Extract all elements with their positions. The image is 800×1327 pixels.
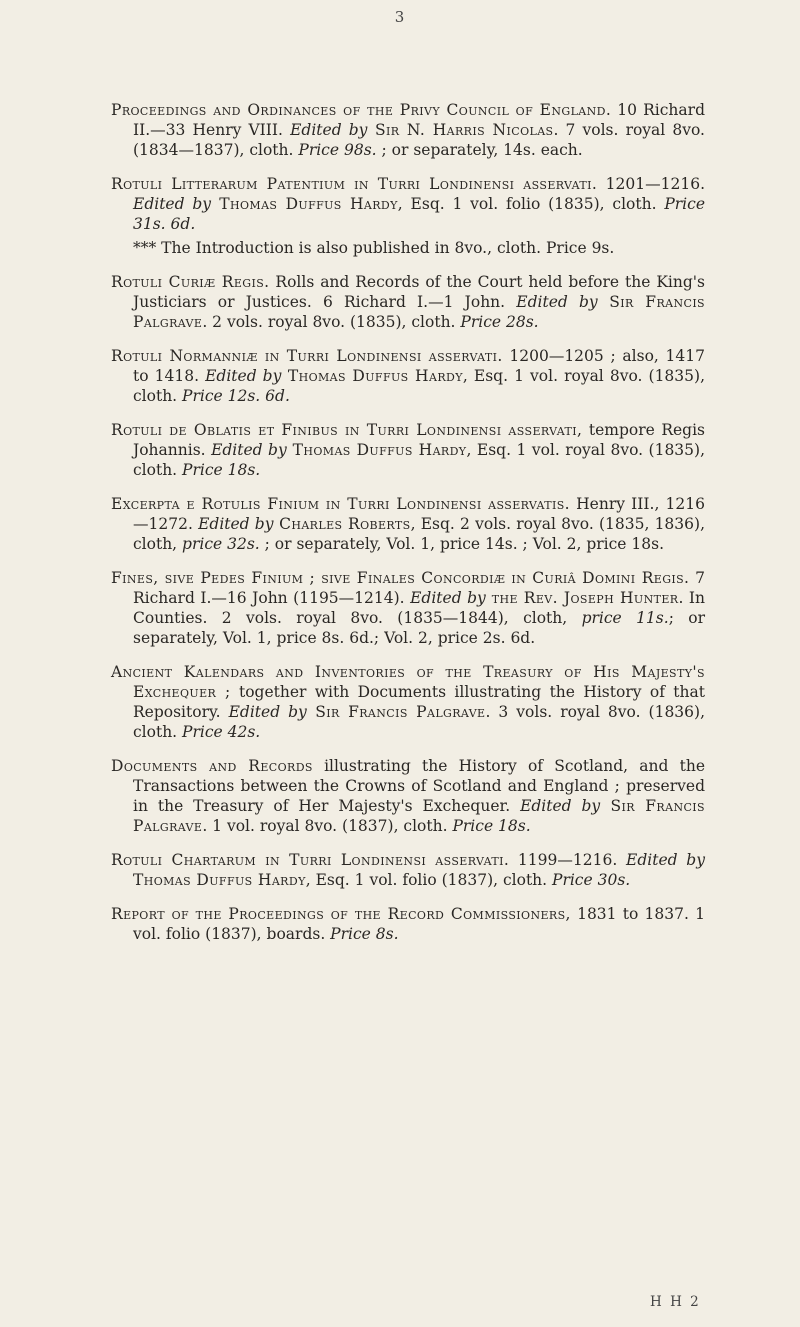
catalogue-entry bbox=[111, 346, 705, 406]
entry-title: Proceedings and Ordinances of the Privy Council of England. bbox=[111, 101, 612, 119]
entry-editor-note: Edited by bbox=[205, 367, 282, 385]
catalogue-entry bbox=[111, 756, 705, 836]
entry-details: . 3 vols. royal 8vo. (1836), cloth. bbox=[133, 703, 706, 741]
entry-editor: Thomas Duffus Hardy bbox=[281, 367, 463, 385]
entry-editor: Sir Francis Palgrave bbox=[306, 703, 486, 721]
entry-details: , Esq. 1 vol. royal 8vo. (1835), cloth. bbox=[133, 367, 705, 405]
catalogue-entry bbox=[111, 850, 705, 890]
entry-editor: Sir Francis Palgrave bbox=[133, 293, 705, 331]
entry-editor-note: Edited by bbox=[133, 195, 212, 213]
entry-editor-note: Edited by bbox=[520, 797, 601, 815]
entry-details: . 2 vols. royal 8vo. (1835), cloth. bbox=[202, 313, 461, 331]
entry-details: , Esq. 1 vol. folio (1837), cloth. bbox=[305, 871, 553, 889]
entry-title: Rotuli Chartarum in Turri Londinensi asservati. bbox=[111, 851, 510, 869]
entry-editor-note: Edited by bbox=[410, 589, 486, 607]
entry-details: , Esq. 1 vol. folio (1835), cloth. bbox=[397, 195, 665, 213]
entry-text: tempore Regis Johannis. bbox=[133, 421, 705, 459]
entry-editor-note: Edited by bbox=[211, 441, 287, 459]
catalogue-entries bbox=[111, 100, 705, 958]
entry-editor: Thomas Duffus Hardy bbox=[211, 195, 398, 213]
entry-title: Rotuli Curiæ Regis. bbox=[111, 273, 270, 291]
entry-details: . 7 vols. royal 8vo. (1834—1837), cloth. bbox=[133, 121, 705, 159]
entry-price: Price 18s. bbox=[452, 817, 531, 835]
entry-editor: Thomas Duffus Hardy bbox=[133, 871, 306, 889]
entry-editor-note: Edited by bbox=[198, 515, 274, 533]
entry-extra: ; or separately, Vol. 1, price 14s. ; Vol. 2, price 18s. bbox=[259, 535, 665, 553]
entry-details: . In Counties. 2 vols. royal 8vo. (1835—1844), cloth, bbox=[133, 589, 705, 627]
entry-price: Price 30s. bbox=[552, 871, 631, 889]
entry-extra: ; or separately, 14s. each. bbox=[376, 141, 583, 159]
catalogue-entry bbox=[111, 174, 705, 234]
entry-editor: Thomas Duffus Hardy bbox=[286, 441, 467, 459]
entry-price: Price 31s. 6d. bbox=[133, 195, 705, 233]
entry-price: Price 18s. bbox=[182, 461, 261, 479]
entry-editor: the Rev. Joseph Hunter bbox=[485, 589, 679, 607]
entry-title: Rotuli Normanniæ in Turri Londinensi asservati. bbox=[111, 347, 503, 365]
entry-price: Price 42s. bbox=[182, 723, 261, 741]
entry-details: , Esq. 2 vols. royal 8vo. (1835, 1836), cloth, bbox=[133, 515, 705, 553]
entry-editor-note: Edited by bbox=[290, 121, 368, 139]
page-number: 3 bbox=[394, 8, 406, 26]
entry-title: Report of the Proceedings of the Record Commissioners, bbox=[111, 905, 571, 923]
entry-text: 10 Richard II.—33 Henry VIII. bbox=[133, 101, 705, 139]
entry-price: Price 98s. bbox=[298, 141, 377, 159]
entry-price: price 11s. bbox=[581, 609, 669, 627]
entry-editor-note: Edited by bbox=[228, 703, 307, 721]
entry-text: 1201—1216. bbox=[597, 175, 705, 193]
introduction-note: *** The Introduction is also published in 8vo., cloth. Price 9s. bbox=[133, 239, 615, 257]
entry-price: Price 12s. 6d. bbox=[182, 387, 290, 405]
entry-text: Rolls and Records of the Court held before the King's Justiciars or Justices. 6 Richard I.—1 John. bbox=[133, 273, 705, 311]
entry-title: Rotuli de Oblatis et Finibus in Turri Londinensi asservati, bbox=[111, 421, 583, 439]
entry-editor: Charles Roberts bbox=[273, 515, 411, 533]
entry-editor: Sir Francis Palgrave bbox=[133, 797, 705, 835]
entry-text: illustrating the History of Scotland, and the Transactions between the Crowns of Scotland and England ; preserved in the Treasury of Her Majesty's Exchequer. bbox=[133, 757, 706, 815]
entry-editor: Sir N. Harris Nicolas bbox=[367, 121, 554, 139]
entry-extra: ; or separately, Vol. 1, price 8s. 6d.; Vol. 2, price 2s. 6d. bbox=[133, 609, 706, 647]
signature-mark: H H 2 bbox=[650, 1294, 701, 1310]
entry-editor-note: Edited by bbox=[626, 851, 705, 869]
entry-price: Price 28s. bbox=[460, 313, 539, 331]
entry-price: price 32s. bbox=[182, 535, 260, 553]
entry-title: Excerpta e Rotulis Finium in Turri Londinensi asservatis. bbox=[111, 495, 570, 513]
entry-title: Ancient Kalendars and Inventories of the Treasury of His Majesty's Exchequer ; bbox=[111, 663, 705, 701]
entry-price: Price 8s. bbox=[330, 925, 399, 943]
entry-details: , Esq. 1 vol. royal 8vo. (1835), cloth. bbox=[133, 441, 706, 479]
entry-details: . 1 vol. royal 8vo. (1837), cloth. bbox=[202, 817, 453, 835]
entry-title: Fines, sive Pedes Finium ; sive Finales Concordiæ in Curiâ Domini Regis. bbox=[111, 569, 690, 587]
catalogue-entry bbox=[111, 420, 705, 480]
catalogue-entry bbox=[111, 662, 705, 742]
entry-text: 7 Richard I.—16 John (1195—1214). bbox=[133, 569, 705, 607]
catalogue-entry bbox=[111, 494, 705, 554]
catalogue-entry bbox=[111, 904, 705, 944]
catalogue-entry bbox=[111, 100, 705, 160]
entry-text: 1199—1216. bbox=[509, 851, 627, 869]
catalogue-entry bbox=[111, 568, 705, 648]
entry-title: Documents and Records bbox=[111, 757, 313, 775]
catalogue-entry bbox=[111, 272, 705, 332]
entry-text: 1831 to 1837. 1 vol. folio (1837), boards. bbox=[133, 905, 705, 943]
entry-title: Rotuli Litterarum Patentium in Turri Londinensi asservati. bbox=[111, 175, 598, 193]
entry-editor-note: Edited by bbox=[516, 293, 598, 311]
entry-text: Henry III., 1216—1272. bbox=[133, 495, 705, 533]
entry-text: 1200—1205 ; also, 1417 to 1418. bbox=[133, 347, 705, 385]
entry-text: together with Documents illustrating the History of that Repository. bbox=[133, 683, 705, 721]
